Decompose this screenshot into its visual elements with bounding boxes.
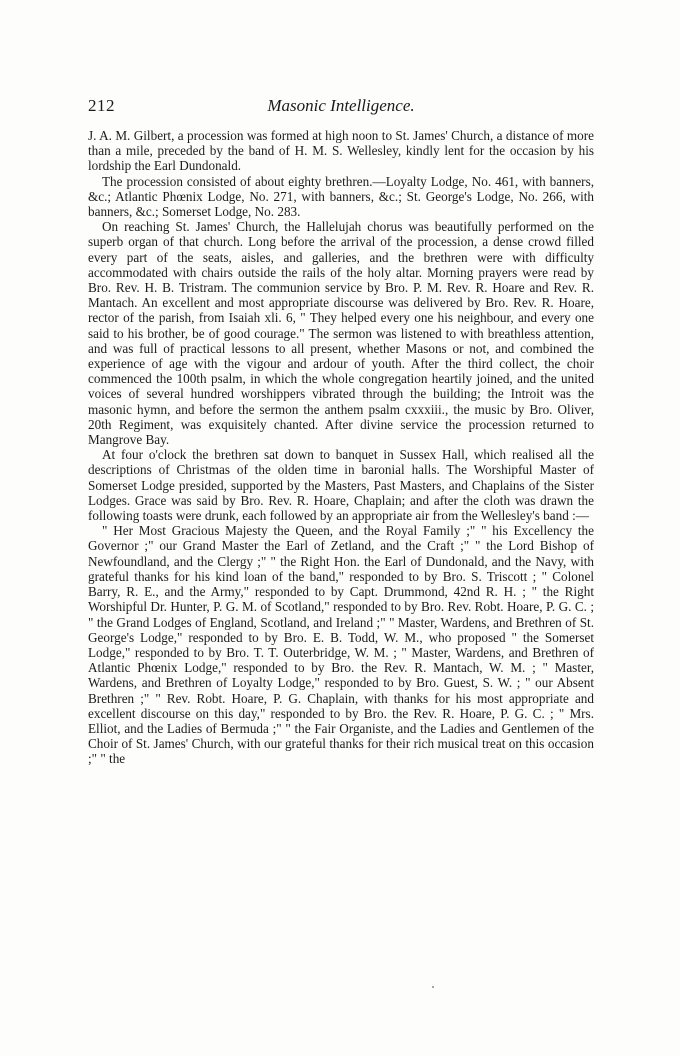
paragraph-banquet: At four o'clock the brethren sat down to banquet in Sussex Hall, which realised all the descriptions of Christmas of the olden time in baronial halls. The Worshipful Master of Somerset Lodge presided, supported by the Masters, Past Masters, and Chaplains of the Sister Lodges. Grace was said by Bro. Rev. R. Hoare, Chaplain; and after the cloth was drawn the following toasts were drunk, each followed by an appropriate air from the Wellesley's band :— xyxy=(88,447,594,524)
article-body xyxy=(88,128,594,767)
paragraph-church-service: On reaching St. James' Church, the Hallelujah chorus was beautifully performed on the superb organ of that church. Long before the arrival of the procession, a dense crowd filled every part of the seats, aisles, and galleries, and the brethren were with difficulty accommodated with chairs outside the rails of the holy altar. Morning prayers were read by Bro. Rev. H. B. Tristram. The communion service by Bro. P. M. Rev. R. Hoare and Rev. R. Mantach. An excellent and most appropriate discourse was delivered by Bro. Rev. R. Hoare, rector of the parish, from Isaiah xli. 6, " They helped every one his neighbour, and every one said to his brother, be of good courage." The sermon was listened to with breathless attention, and was full of practical lessons to all present, whether Masons or not, and combined the experience of age with the vigour and ardour of youth. After the third collect, the choir commenced the 100th psalm, in which the whole congregation heartily joined, and the united voices of several hundred worshippers vibrated through the building; the Introit was the masonic hymn, and before the sermon the anthem psalm cxxxiii., the music by Bro. Oliver, 20th Regiment, was exquisitely chanted. After divine service the procession returned to Mangrove Bay. xyxy=(88,219,594,448)
paragraph-procession-intro: J. A. M. Gilbert, a procession was formed at high noon to St. James' Church, a distance of more than a mile, preceded by the band of H. M. S. Wellesley, kindly lent for the occasion by his lordship the Earl Dundonald. xyxy=(88,128,594,174)
printer-mark xyxy=(432,986,434,988)
paragraph-toasts: " Her Most Gracious Majesty the Queen, and the Royal Family ;" " his Excellency the Governor ;" our Grand Master the Earl of Zetland, and the Craft ;" " the Lord Bishop of Newfoundland, and the Clergy ;" " the Right Hon. the Earl of Dundonald, and the Navy, with grateful thanks for his kind loan of the band," responded to by Bro. S. Triscott ; " Colonel Barry, R. E., and the Army," responded to by Capt. Drummond, 42nd R. H. ; " the Right Worshipful Dr. Hunter, P. G. M. of Scotland," responded to by Bro. Rev. Robt. Hoare, P. G. C. ; " the Grand Lodges of England, Scotland, and Ireland ;" " Master, Wardens, and Brethren of St. George's Lodge," responded to by Bro. E. B. Todd, W. M., who proposed " the Somerset Lodge," responded to by Bro. T. T. Outerbridge, W. M. ; " Master, Wardens, and Brethren of Atlantic Phœnix Lodge," responded to by Bro. the Rev. R. Mantach, W. M. ; " Master, Wardens, and Brethren of Loyalty Lodge," responded to by Bro. Guest, S. W. ; " our Absent Brethren ;" " Rev. Robt. Hoare, P. G. Chaplain, with thanks for his most appropriate and excellent discourse on this day," responded to by Bro. the Rev. R. Hoare, P. G. C. ; " Mrs. Elliot, and the Ladies of Bermuda ;" " the Fair Organiste, and the Ladies and Gentlemen of the Choir of St. James' Church, with our grateful thanks for their rich musical treat on this occasion ;" " the xyxy=(88,523,594,767)
page-number: 212 xyxy=(88,96,115,115)
running-title: Masonic Intelligence. xyxy=(267,96,415,115)
page-header xyxy=(88,96,594,118)
paragraph-procession-lodges: The procession consisted of about eighty brethren.—Loyalty Lodge, No. 461, with banners, &c.; Atlantic Phœnix Lodge, No. 271, with banners, &c.; St. George's Lodge, No. 266, with banners, &c.; Somerset Lodge, No. 283. xyxy=(88,173,594,220)
